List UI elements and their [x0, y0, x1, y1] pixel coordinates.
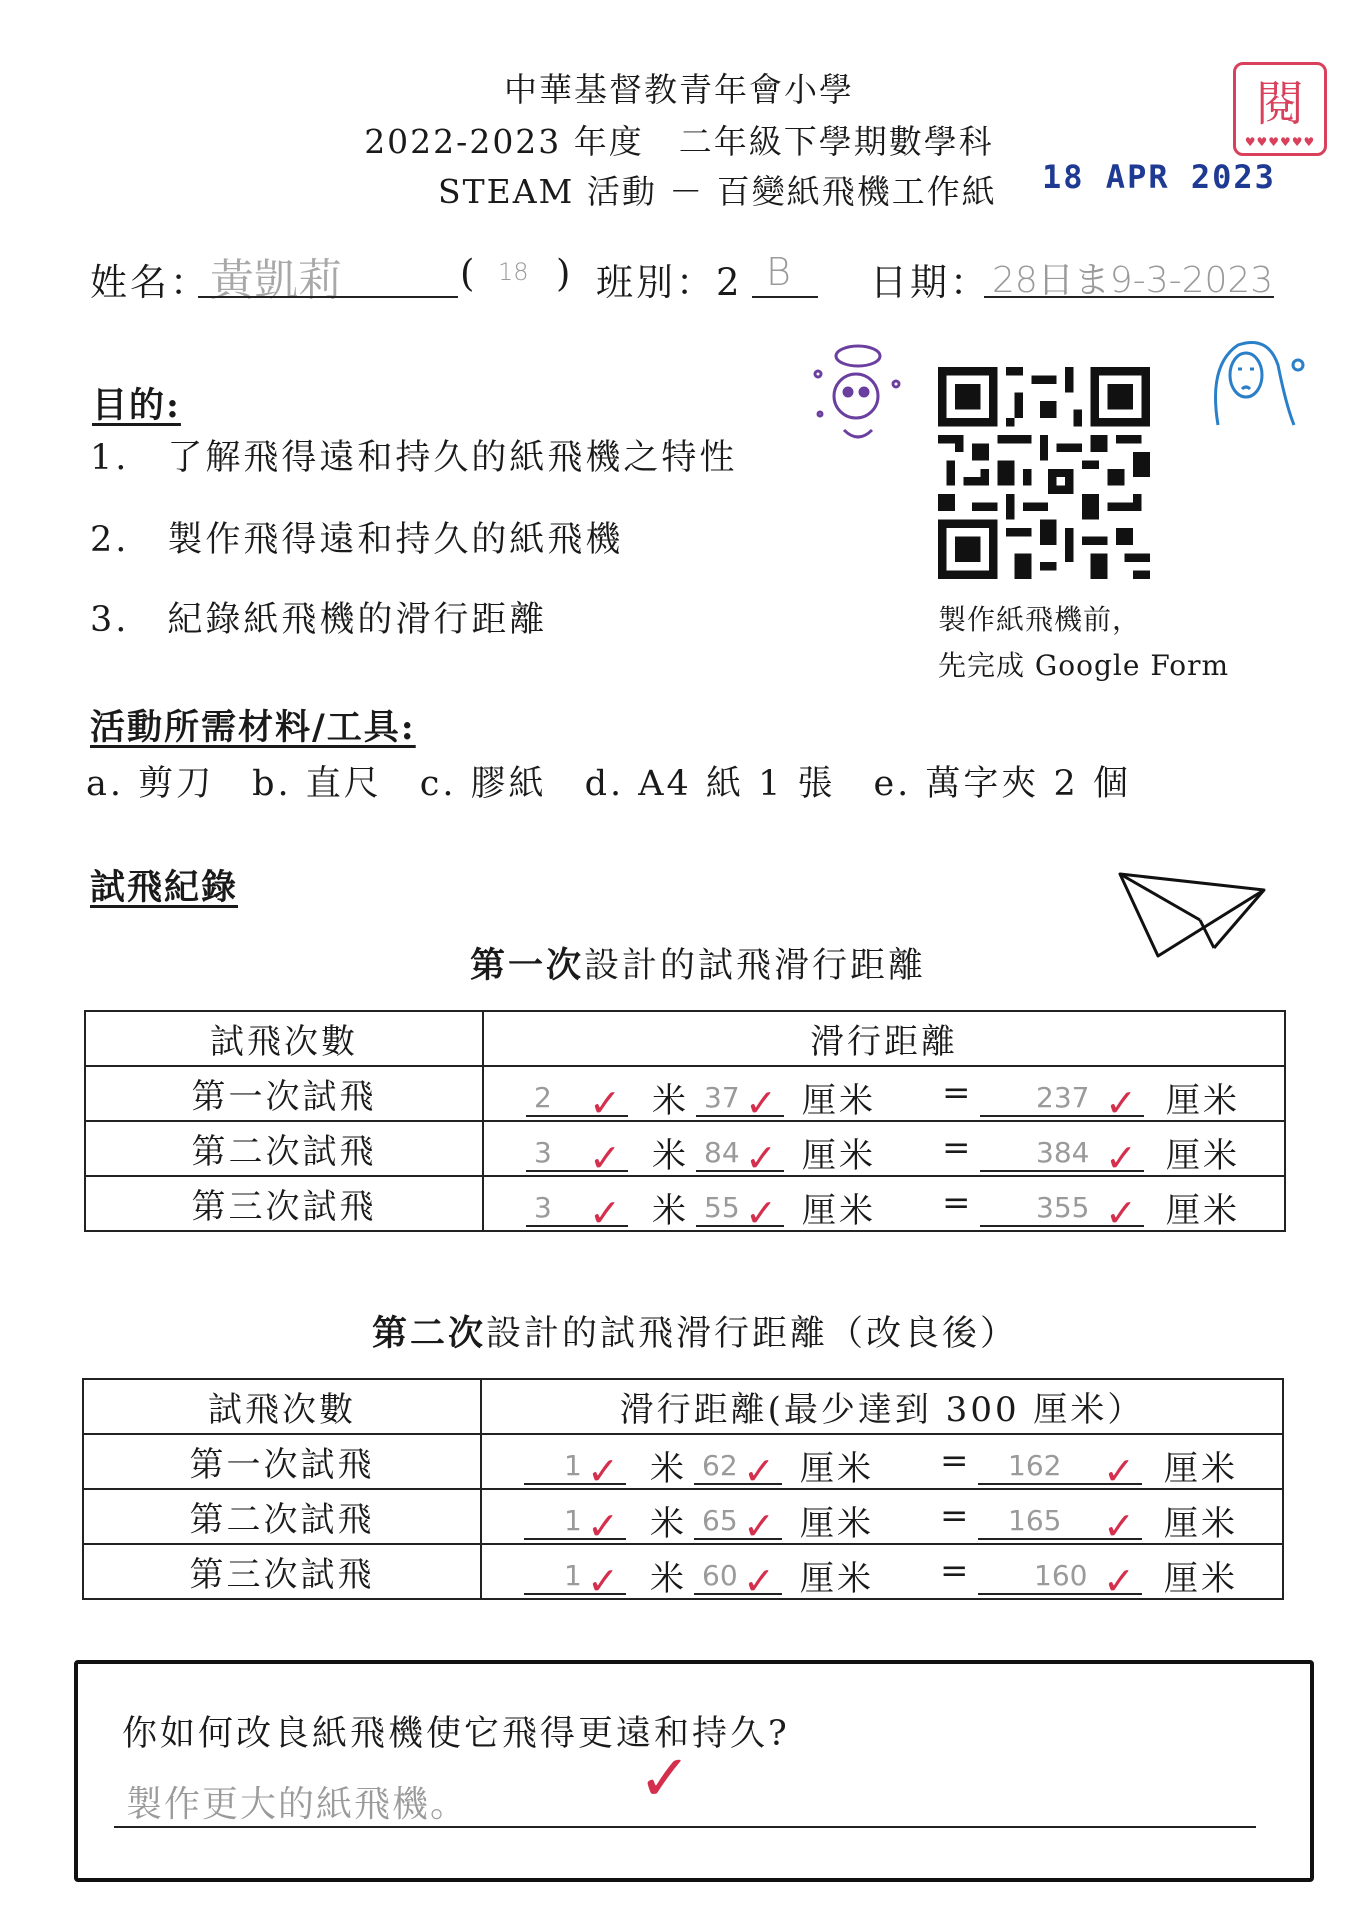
check-mark-icon: ✓	[1105, 1136, 1140, 1180]
check-mark-icon: ✓	[745, 1191, 780, 1235]
table2-row3-total-blank[interactable]	[978, 1553, 1142, 1603]
table1-row2-m-blank[interactable]	[526, 1130, 628, 1180]
objectives-title: 目的:	[92, 385, 181, 426]
cm-unit: 厘米	[1166, 1136, 1240, 1176]
table1-row1-cm-value: 37	[704, 1081, 740, 1114]
table2-row1-cm-value: 62	[702, 1449, 738, 1482]
equals-sign: =	[942, 1073, 974, 1113]
equals-sign: =	[940, 1496, 972, 1536]
date-underline	[984, 296, 1274, 298]
class-underline	[752, 296, 818, 298]
equals-sign: =	[942, 1183, 974, 1223]
table1-row3-cm-blank[interactable]	[696, 1185, 784, 1235]
table2-title-bold: 第二次	[372, 1313, 487, 1354]
read-stamp-char: 閱	[1255, 76, 1304, 132]
close-paren: )	[556, 252, 574, 295]
paper-plane-icon	[1118, 872, 1266, 960]
check-mark-icon: ✓	[743, 1559, 778, 1603]
table2-row3-m-value: 1	[564, 1559, 582, 1592]
table2-row2-total-value: 165	[1008, 1504, 1062, 1537]
table2-title	[372, 1306, 1018, 1356]
table2-row2-cm-blank[interactable]	[694, 1498, 782, 1548]
meter-unit: 米	[652, 1081, 689, 1121]
name-label: 姓名：	[90, 261, 210, 304]
table1-row3-cm-value: 55	[704, 1191, 740, 1224]
table-row	[83, 1489, 1283, 1544]
table2-row3-label: 第三次試飛	[83, 1544, 481, 1599]
year-subject-line: 2022-2023 年度 二年級下學期數學科	[364, 122, 994, 161]
class-value: B	[766, 250, 791, 294]
table1-row3-m-blank[interactable]	[526, 1185, 628, 1235]
name-value: 黃凱莉	[210, 255, 342, 306]
date-value: 28日ま9-3-2023	[992, 260, 1274, 301]
table2-col1-header: 試飛次數	[83, 1379, 481, 1434]
check-mark-icon: ✓	[745, 1136, 780, 1180]
table1-row3-total-value: 355	[1036, 1191, 1090, 1224]
table2	[82, 1378, 1284, 1603]
class-label: 班別：2	[596, 261, 743, 304]
table1-title-rest: 設計的試飛滑行距離	[584, 946, 927, 986]
check-mark-icon: ✓	[1105, 1191, 1140, 1235]
table2-col2-header: 滑行距離(最少達到 300 厘米）	[481, 1379, 1283, 1434]
check-mark-icon: ✓	[1105, 1081, 1140, 1125]
table1-header-row	[85, 1011, 1285, 1066]
table2-title-rest: 設計的試飛滑行距離（改良後）	[486, 1314, 1019, 1354]
table1-row2-total-blank[interactable]	[980, 1130, 1144, 1180]
no-face-doodle-icon	[1198, 325, 1308, 435]
check-mark-icon: ✓	[743, 1504, 778, 1548]
table1-row1-m-blank[interactable]	[526, 1075, 628, 1125]
cm-unit: 厘米	[802, 1136, 876, 1176]
cm-unit: 厘米	[1164, 1449, 1238, 1489]
cm-unit: 厘米	[800, 1504, 874, 1544]
table-row	[85, 1066, 1285, 1121]
class-number-value: 18	[498, 258, 529, 286]
google-form-qr-code[interactable]	[938, 367, 1150, 579]
table2-row1-m-blank[interactable]	[524, 1443, 626, 1493]
table2-row1-cm-blank[interactable]	[694, 1443, 782, 1493]
table1-col2-header: 滑行距離	[483, 1011, 1285, 1066]
table1-row2-label: 第二次試飛	[85, 1121, 483, 1176]
table1-row3-m-value: 3	[534, 1191, 552, 1224]
teacher-read-stamp	[1233, 62, 1327, 156]
objective-item-2: 2. 製作飛得遠和持久的紙飛機	[90, 520, 624, 560]
table1-row1-label: 第一次試飛	[85, 1066, 483, 1121]
objective-item-1: 1. 了解飛得遠和持久的紙飛機之特性	[90, 438, 738, 478]
check-mark-icon: ✓	[587, 1559, 622, 1603]
table1-title-bold: 第一次	[470, 945, 585, 986]
table2-header-row	[83, 1379, 1283, 1434]
table1-row1-total-value: 237	[1036, 1081, 1090, 1114]
table1-title	[470, 938, 926, 988]
received-date-stamp: 18 APR 2023	[1042, 158, 1276, 196]
check-mark-icon: ✓	[587, 1449, 622, 1493]
equals-sign: =	[940, 1441, 972, 1481]
cm-unit: 厘米	[1164, 1504, 1238, 1544]
check-mark-icon: ✓	[743, 1449, 778, 1493]
table2-row3-m-blank[interactable]	[524, 1553, 626, 1603]
table2-row2-total-blank[interactable]	[978, 1498, 1142, 1548]
table1-row2-m-value: 3	[534, 1136, 552, 1169]
table2-row2-m-blank[interactable]	[524, 1498, 626, 1548]
check-mark-icon: ✓	[589, 1081, 624, 1125]
table2-row2-cm-value: 65	[702, 1504, 738, 1537]
read-stamp-hearts: ♥♥♥♥♥♥	[1244, 135, 1316, 149]
check-mark-icon: ✓	[745, 1081, 780, 1125]
cm-unit: 厘米	[802, 1081, 876, 1121]
table2-row3-cm-blank[interactable]	[694, 1553, 782, 1603]
meter-unit: 米	[650, 1504, 687, 1544]
activity-title: STEAM 活動 － 百變紙飛機工作紙	[438, 172, 997, 211]
qr-caption-line2: 先完成 Google Form	[938, 649, 1230, 682]
open-paren: (	[460, 252, 478, 295]
table1-row1-m-value: 2	[534, 1081, 552, 1114]
answer-underline	[114, 1826, 1256, 1828]
check-mark-icon: ✓	[638, 1742, 692, 1816]
table-row	[85, 1176, 1285, 1231]
table1-row3-label: 第三次試飛	[85, 1176, 483, 1231]
table2-row1-total-value: 162	[1008, 1449, 1062, 1482]
check-mark-icon: ✓	[1103, 1449, 1138, 1493]
check-mark-icon: ✓	[589, 1191, 624, 1235]
date-label: 日期：	[870, 261, 990, 304]
check-mark-icon: ✓	[1103, 1559, 1138, 1603]
cm-unit: 厘米	[1166, 1191, 1240, 1231]
table2-row1-total-blank[interactable]	[978, 1443, 1142, 1493]
school-name: 中華基督教青年會小學	[504, 70, 854, 109]
meter-unit: 米	[652, 1191, 689, 1231]
table2-row3-total-value: 160	[1034, 1559, 1088, 1592]
reflection-answer[interactable]: 製作更大的紙飛機。	[126, 1784, 469, 1825]
table1-row2-cm-blank[interactable]	[696, 1130, 784, 1180]
table2-row1-label: 第一次試飛	[83, 1434, 481, 1489]
table-row	[83, 1544, 1283, 1599]
cm-unit: 厘米	[802, 1191, 876, 1231]
table1-row1-total-blank[interactable]	[980, 1075, 1144, 1125]
check-mark-icon: ✓	[589, 1136, 624, 1180]
check-mark-icon: ✓	[587, 1504, 622, 1548]
table1-row3-total-blank[interactable]	[980, 1185, 1144, 1235]
materials-list: a. 剪刀 b. 直尺 c. 膠紙 d. A4 紙 1 張 e. 萬字夾 2 個	[86, 764, 1131, 804]
table1-col1-header: 試飛次數	[85, 1011, 483, 1066]
table1-row2-total-value: 384	[1036, 1136, 1090, 1169]
table2-row3-cm-value: 60	[702, 1559, 738, 1592]
table1	[84, 1010, 1286, 1235]
qr-caption-line1: 製作紙飛機前，	[938, 603, 1142, 636]
reflection-question: 你如何改良紙飛機使它飛得更遠和持久?	[122, 1714, 790, 1754]
cm-unit: 厘米	[1166, 1081, 1240, 1121]
test-record-title: 試飛紀錄	[90, 867, 239, 908]
table1-row1-cm-blank[interactable]	[696, 1075, 784, 1125]
meter-unit: 米	[652, 1136, 689, 1176]
meter-unit: 米	[650, 1559, 687, 1599]
table2-row1-m-value: 1	[564, 1449, 582, 1482]
table-row	[83, 1434, 1283, 1489]
table2-row2-label: 第二次試飛	[83, 1489, 481, 1544]
check-mark-icon: ✓	[1103, 1504, 1138, 1548]
table2-row2-m-value: 1	[564, 1504, 582, 1537]
purple-doodle-icon	[808, 334, 908, 454]
meter-unit: 米	[650, 1449, 687, 1489]
equals-sign: =	[942, 1128, 974, 1168]
materials-title: 活動所需材料/工具:	[90, 707, 416, 748]
cm-unit: 厘米	[1164, 1559, 1238, 1599]
cm-unit: 厘米	[800, 1559, 874, 1599]
reflection-box	[74, 1660, 1314, 1882]
equals-sign: =	[940, 1551, 972, 1591]
objective-item-3: 3. 紀錄紙飛機的滑行距離	[90, 600, 548, 640]
table-row	[85, 1121, 1285, 1176]
cm-unit: 厘米	[800, 1449, 874, 1489]
table1-row2-cm-value: 84	[704, 1136, 740, 1169]
name-underline	[198, 296, 458, 298]
